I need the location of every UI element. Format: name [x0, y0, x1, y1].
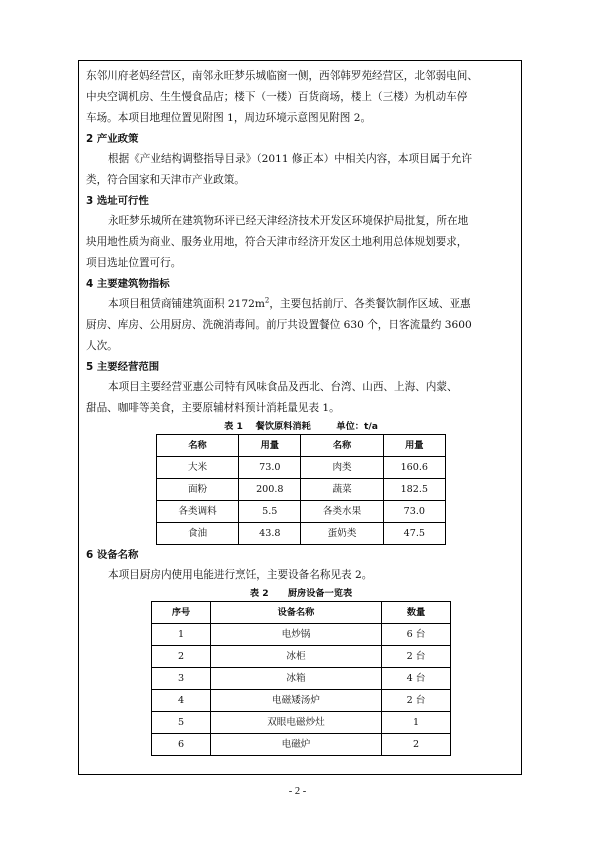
paragraph-line: 人次。: [86, 340, 118, 352]
table-cell: 各类调料: [157, 501, 239, 523]
table-cell: 各类水果: [301, 501, 383, 523]
page-number: - 2 -: [288, 786, 307, 797]
table-cell: 电磁炉: [211, 734, 382, 756]
table-cell: 蔬菜: [301, 479, 383, 501]
paragraph-line: 本项目厨房内使用电能进行烹饪，主要设备名称见表 2。: [108, 569, 373, 581]
table-kitchen-equipment: [151, 601, 451, 756]
table-cell: 大米: [157, 457, 239, 479]
table-cell: 182.5: [383, 479, 445, 501]
table-cell: 5: [152, 712, 211, 734]
table-cell: 73.0: [239, 457, 301, 479]
paragraph-line: 本项目主要经营亚惠公司特有风味食品及西北、台湾、山西、上海、内蒙、: [108, 381, 458, 393]
table-cell: 200.8: [239, 479, 301, 501]
section-heading-building-indicators: 4 主要建筑物指标: [86, 278, 170, 290]
table-header-row: [152, 602, 451, 624]
table-cell: 4 台: [382, 668, 451, 690]
table-cell: 6: [152, 734, 211, 756]
paragraph-line: 甜品、咖啡等美食，主要原辅材料预计消耗量见表 1。: [86, 402, 340, 414]
table-cell: 双眼电磁炒灶: [211, 712, 382, 734]
section-heading-site-feasibility: 3 选址可行性: [86, 195, 149, 207]
column-header: 名称: [157, 435, 239, 457]
paragraph-line: [86, 294, 516, 315]
table-row: [152, 624, 451, 646]
table-row: [157, 457, 446, 479]
table-cell: 160.6: [383, 457, 445, 479]
paragraph-line: 类，符合国家和天津市产业政策。: [86, 174, 245, 186]
column-header: 序号: [152, 602, 211, 624]
table-cell: 47.5: [383, 523, 445, 545]
table-cell: 2 台: [382, 646, 451, 668]
table-cell: 面粉: [157, 479, 239, 501]
table-row: [157, 479, 446, 501]
section-heading-equipment: 6 设备名称: [86, 549, 139, 561]
column-header: 用量: [239, 435, 301, 457]
document-body: [86, 66, 516, 756]
table2-caption: 表 2 厨房设备一览表: [249, 588, 353, 599]
section-heading-business-scope: 5 主要经营范围: [86, 361, 160, 373]
intro-line: 车场。本项目地理位置见附图 1，周边环境示意图见附图 2。: [86, 112, 372, 124]
area-superscript: 2: [264, 296, 270, 305]
table-cell: 1: [382, 712, 451, 734]
paragraph-line: 根据《产业结构调整指导目录》（2011 修正本）中相关内容，本项目属于允许: [108, 153, 473, 165]
table-row: [152, 712, 451, 734]
table-cell: 3: [152, 668, 211, 690]
table-cell: 电炒锅: [211, 624, 382, 646]
paragraph-line: 块用地性质为商业、服务业用地，符合天津市经济开发区土地利用总体规划要求，: [86, 236, 468, 248]
table-cell: 4: [152, 690, 211, 712]
table-cell: 食油: [157, 523, 239, 545]
column-header: 设备名称: [211, 602, 382, 624]
table-cell: 43.8: [239, 523, 301, 545]
table-raw-material-consumption: [156, 434, 446, 545]
paragraph-line: 厨房、库房、公用厨房、洗碗消毒间。前厅共设置餐位 630 个，日客流量约 3600: [86, 319, 472, 331]
table-cell: 73.0: [383, 501, 445, 523]
paragraph-line: 项目选址位置可行。: [86, 257, 182, 269]
column-header: 用量: [383, 435, 445, 457]
paragraph-line: 永旺梦乐城所在建筑物环评已经天津经济技术开发区环境保护局批复，所在地: [108, 215, 469, 227]
table-row: [152, 734, 451, 756]
table-cell: 1: [152, 624, 211, 646]
table-cell: 5.5: [239, 501, 301, 523]
table-row: [152, 668, 451, 690]
intro-line: 东邻川府老妈经营区，南邻永旺梦乐城临窗一侧，西邻韩罗苑经营区，北邻弱电间、: [86, 70, 478, 82]
table-header-row: [157, 435, 446, 457]
table1-caption: 表 1 餐饮原料消耗 单位：t/a: [224, 421, 378, 432]
section-heading-industry-policy: 2 产业政策: [86, 133, 139, 145]
table-cell: 6 台: [382, 624, 451, 646]
table-row: [152, 690, 451, 712]
area-text: 本项目租赁商铺建筑面积 2172m: [108, 298, 265, 310]
table-row: [157, 501, 446, 523]
table-cell: 冰柜: [211, 646, 382, 668]
table-cell: 电磁矮汤炉: [211, 690, 382, 712]
table-row: [157, 523, 446, 545]
area-text-rest: ，主要包括前厅、各类餐饮制作区域、亚惠: [269, 298, 471, 310]
column-header: 数量: [382, 602, 451, 624]
table-cell: 2: [152, 646, 211, 668]
intro-line: 中央空调机房、生生慢食品店；楼下（一楼）百货商场，楼上（三楼）为机动车停: [86, 91, 468, 103]
table-cell: 肉类: [301, 457, 383, 479]
table-cell: 蛋奶类: [301, 523, 383, 545]
table-cell: 2: [382, 734, 451, 756]
table-row: [152, 646, 451, 668]
column-header: 名称: [301, 435, 383, 457]
table-cell: 冰箱: [211, 668, 382, 690]
table-cell: 2 台: [382, 690, 451, 712]
